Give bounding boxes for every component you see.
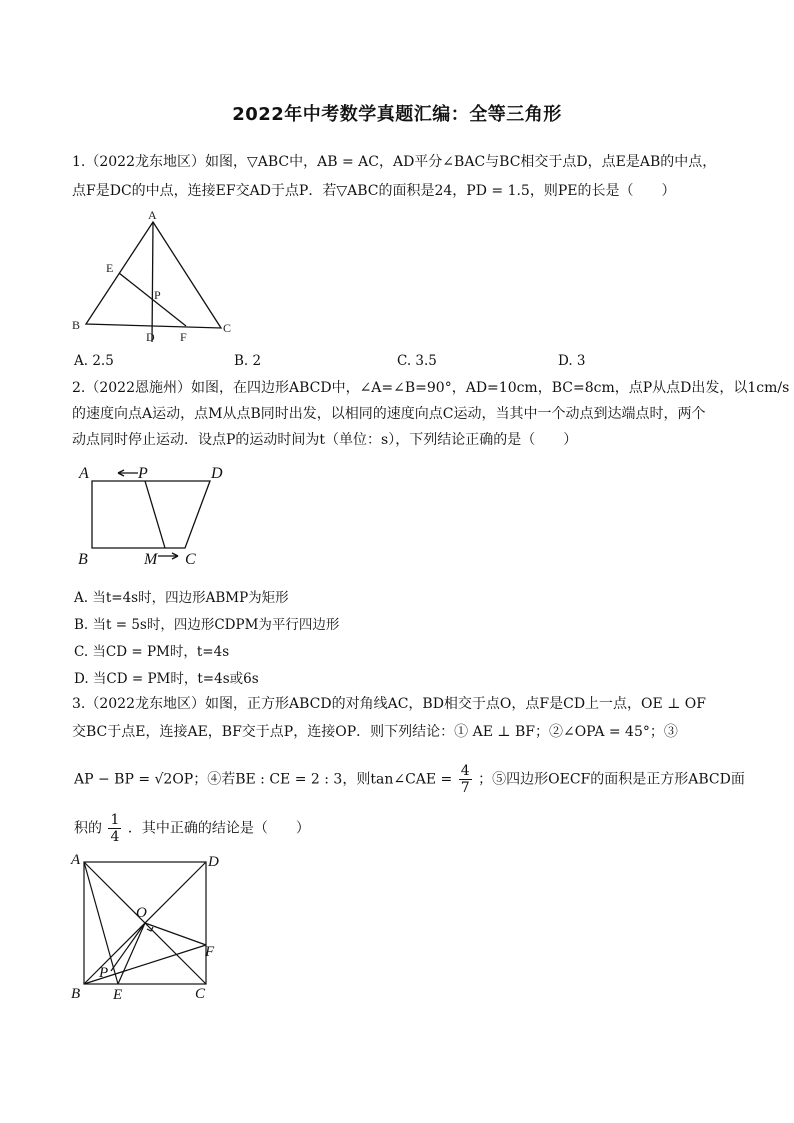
q2-option-d: D. 当CD = PM时，t=4s或6s <box>74 671 259 687</box>
q2-label-p: P <box>138 465 148 482</box>
q3-label-d: D <box>208 854 219 870</box>
q3-segment-of <box>145 923 206 945</box>
q3-line4-part1: 积的 <box>74 820 102 837</box>
q1-label-e: E <box>106 261 114 275</box>
q3-line3-part2: ；⑤四边形OECF的面积是正方形ABCD面 <box>478 771 745 788</box>
q3-label-a: A <box>71 852 81 868</box>
q2-label-b: B <box>78 551 88 568</box>
q3-segment-oe <box>118 923 145 984</box>
q1-figure <box>68 205 248 345</box>
q2-option-c: C. 当CD = PM时，t=4s <box>74 644 230 660</box>
q1-label-a: A <box>148 208 157 222</box>
q1-stem-line2: 点F是DC的中点，连接EF交AD于点P．若▽ABC的面积是24，PD = 1.5，则PE的长是（ ） <box>72 183 676 199</box>
q2-label-m: M <box>144 551 158 568</box>
q3-label-b: B <box>71 986 81 1002</box>
q3-segment-op <box>111 923 145 971</box>
q3-stem-line3 <box>74 763 745 796</box>
q3-label-o: O <box>136 905 147 921</box>
q3-label-c: C <box>195 986 206 1002</box>
q1-label-f: F <box>180 330 187 344</box>
q2-option-b: B. 当t = 5s时，四边形CDPM为平行四边形 <box>74 617 340 633</box>
q3-fraction2-numerator: 1 <box>110 812 120 828</box>
q3-label-e: E <box>113 987 123 1003</box>
q2-quadrilateral-abcd <box>92 481 210 548</box>
q1-label-p: P <box>154 288 161 302</box>
q1-option-b: B. 2 <box>234 353 262 369</box>
q2-stem-line3: 动点同时停止运动．设点P的运动时间为t（单位：s），下列结论正确的是（ ） <box>72 432 578 448</box>
q1-stem-line1: 1.（2022龙东地区）如图，▽ABC中，AB = AC，AD平分∠BAC与BC相交于点D，点E是AB的中点， <box>72 154 717 170</box>
q1-label-b: B <box>72 318 81 332</box>
q3-label-p: P <box>99 965 109 981</box>
q2-segment-pm <box>145 481 165 548</box>
q3-figure <box>66 848 236 1008</box>
q3-fraction1-numerator: 4 <box>460 763 470 779</box>
q2-label-c: C <box>185 551 196 568</box>
q3-line4-part2: ．其中正确的结论是（ ） <box>127 820 310 837</box>
q3-line3-part1: AP − BP = √2OP；④若BE : CE = 2 : 3，则tan∠CAE = <box>74 771 453 788</box>
q2-label-d: D <box>211 465 223 482</box>
q2-figure <box>70 458 240 573</box>
q3-stem-line1: 3.（2022龙东地区）如图，正方形ABCD的对角线AC，BD相交于点O，点F是CD上一点，OE ⊥ OF <box>72 696 706 712</box>
q1-option-c: C. 3.5 <box>397 353 437 369</box>
q3-fraction2-denominator: 4 <box>110 829 120 845</box>
q3-fraction1-denominator: 7 <box>460 780 470 796</box>
q1-label-d: D <box>146 330 155 344</box>
q1-label-c: C <box>223 321 232 335</box>
q3-fraction-1-4 <box>108 812 121 845</box>
q2-stem-line1: 2.（2022恩施州）如图，在四边形ABCD中，∠A=∠B=90°，AD=10cm，BC=8cm，点P从点D出发，以1cm/s <box>72 380 790 396</box>
q3-fraction-4-7 <box>459 763 472 796</box>
q3-stem-line2: 交BC于点E，连接AE，BF交于点P，连接OP．则下列结论：① AE ⊥ BF；②∠OPA = 45°；③ <box>72 724 678 740</box>
q2-option-a: A. 当t=4s时，四边形ABMP为矩形 <box>74 590 289 606</box>
page-title: 2022年中考数学真题汇编：全等三角形 <box>232 104 562 125</box>
q1-segment-ad <box>152 222 153 342</box>
q1-option-d: D. 3 <box>558 353 586 369</box>
q2-label-a: A <box>79 465 89 482</box>
q2-stem-line2: 的速度向点A运动，点M从点B同时出发，以相同的速度向点C运动，当其中一个动点到达端点时，两个 <box>72 406 706 422</box>
q1-option-a: A. 2.5 <box>74 353 114 369</box>
q3-label-f: F <box>205 944 215 960</box>
q3-stem-line4 <box>74 812 310 845</box>
